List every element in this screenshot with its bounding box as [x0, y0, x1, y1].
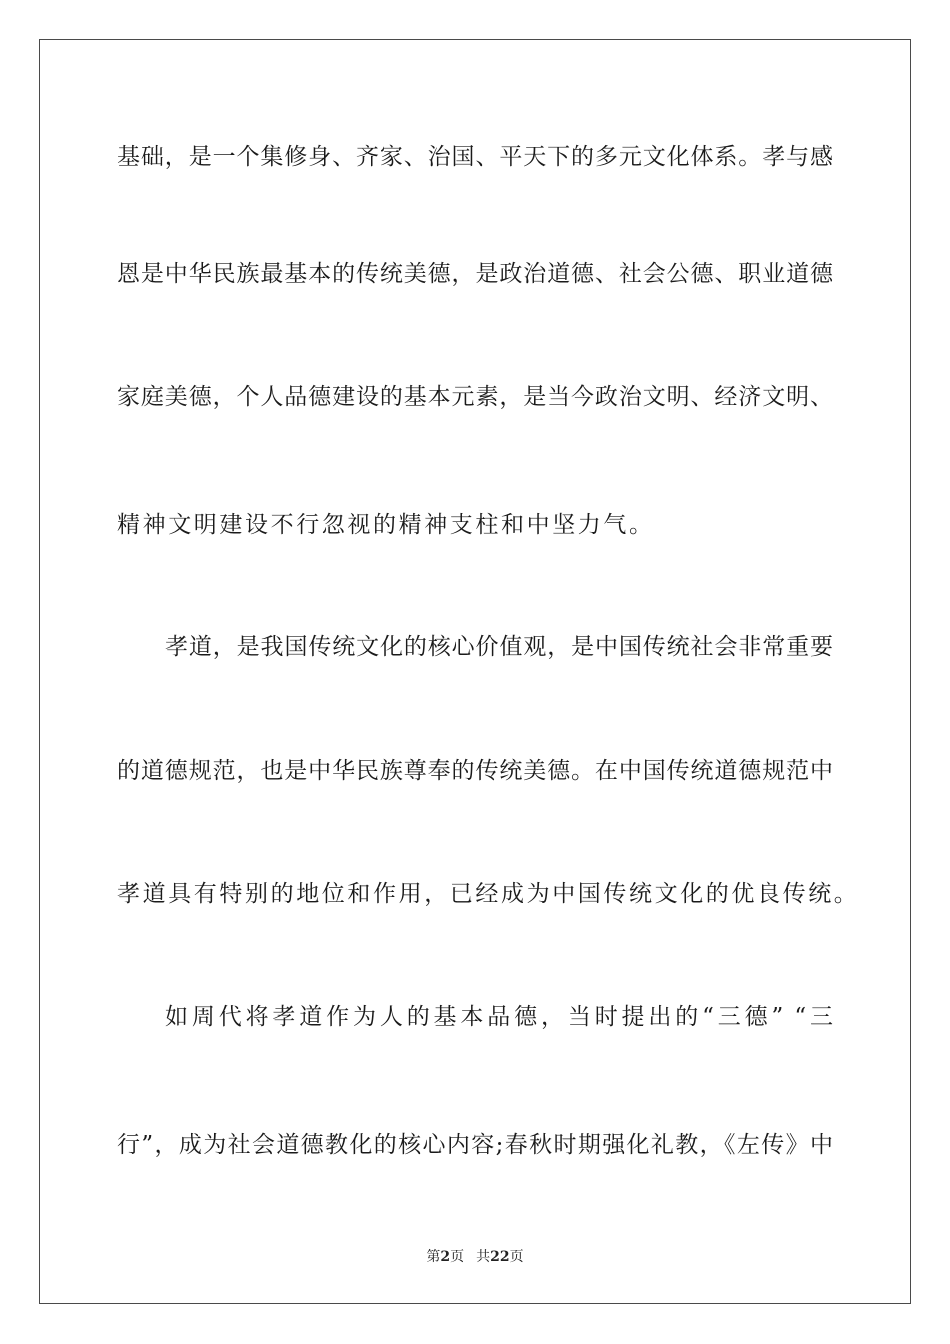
total-label-suffix: 页 — [509, 1249, 524, 1265]
text-line: 行”，成为社会道德教化的核心内容;春秋时期强化礼教，《左传》中 — [117, 1132, 833, 1158]
page-label-prefix: 第 — [426, 1249, 441, 1265]
text-line: 基础，是一个集修身、齐家、治国、平天下的多元文化体系。孝与感 — [117, 144, 833, 170]
page-label-suffix: 页 — [450, 1249, 465, 1265]
text-line: 家庭美德，个人品德建设的基本元素，是当今政治文明、经济文明、 — [117, 384, 833, 410]
text-line: 精神文明建设不行忽视的精神支柱和中坚力气。 — [117, 512, 655, 538]
total-pages: 22 — [490, 1249, 510, 1265]
text-line: 的道德规范，也是中华民族尊奉的传统美德。在中国传统道德规范中 — [117, 758, 833, 784]
page-border — [39, 39, 911, 1304]
page-footer — [0, 1248, 950, 1266]
total-label-prefix: 共 — [476, 1249, 491, 1265]
page-number: 2 — [440, 1249, 451, 1265]
paragraph-first-line: 孝道，是我国传统文化的核心价值观，是中国传统社会非常重要 — [165, 634, 833, 660]
text-line: 恩是中华民族最基本的传统美德，是政治道德、社会公德、职业道德 — [117, 261, 833, 287]
paragraph-first-line: 如周代将孝道作为人的基本品德，当时提出的“三德” “三 — [165, 1004, 833, 1030]
text-line: 孝道具有特别的地位和作用，已经成为中国传统文化的优良传统。 — [117, 881, 860, 907]
